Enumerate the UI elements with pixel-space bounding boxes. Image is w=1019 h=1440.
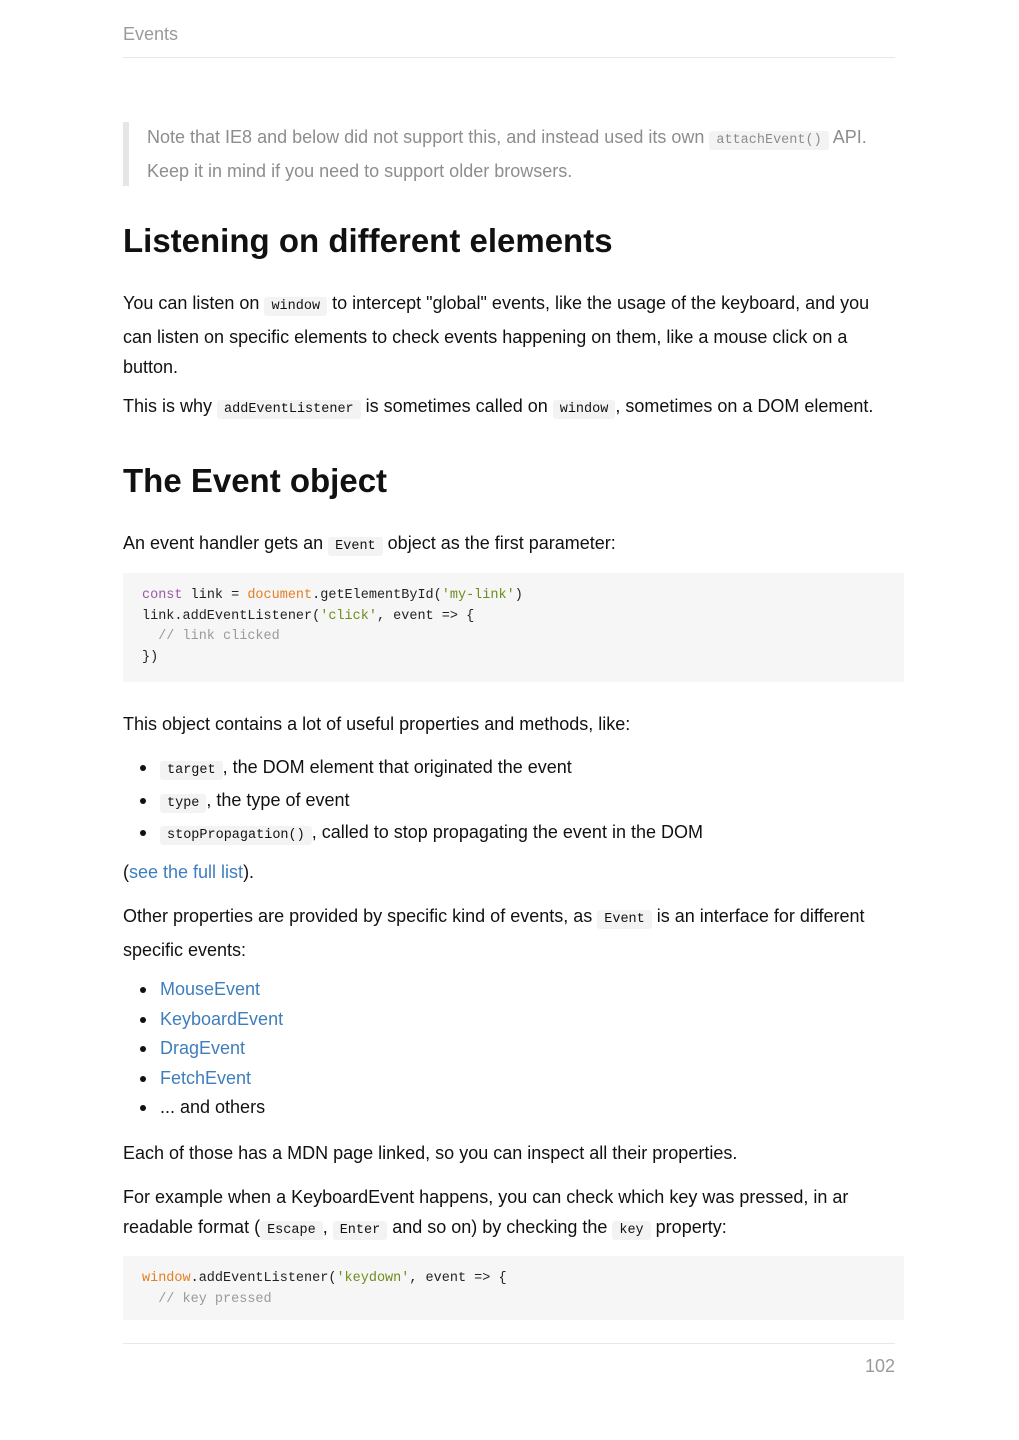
note-blockquote (123, 122, 907, 186)
list-item: type , the type of event (123, 786, 895, 819)
keyboard-event-link[interactable]: KeyboardEvent (160, 1008, 284, 1029)
inline-code: stopPropagation() (160, 826, 312, 845)
note-text: API. Keep it in mind if you need to support older browsers. (147, 127, 867, 181)
note-text: Note that IE8 and below did not support this, and instead used its own (147, 127, 710, 147)
list-item (123, 1034, 895, 1064)
code-block: window.addEventListener('keydown', event => { // key pressed (123, 1256, 904, 1320)
code-block: const link = document.getElementById('my-link') link.addEventListener('click', event => { // link clicked }) (123, 573, 904, 682)
paragraph: An event handler gets an Event object as the first parameter: (123, 533, 616, 554)
inline-code: Event (597, 910, 652, 929)
full-list-link[interactable]: see the full list (129, 862, 244, 882)
section-heading: Listening on different elements (123, 222, 613, 259)
inline-code: target (160, 761, 223, 780)
inline-code: window (553, 400, 616, 419)
list-item: target , the DOM element that originated the event (123, 753, 895, 786)
paragraph: Each of those has a MDN page linked, so you can inspect all their properties. (123, 1143, 738, 1163)
paragraph: This is why addEventListener is sometimes called on window , sometimes on a DOM element. (123, 396, 874, 417)
inline-code: attachEvent() (709, 131, 828, 150)
mouse-event-link[interactable]: MouseEvent (160, 979, 261, 999)
inline-code: Escape (260, 1221, 323, 1240)
drag-event-link[interactable]: DragEvent (160, 1038, 246, 1058)
list-item: ... and others (123, 1093, 895, 1123)
running-footer (123, 1343, 895, 1377)
events-list (123, 975, 895, 1123)
inline-code: addEventListener (217, 400, 361, 419)
chapter-title: Events (123, 24, 179, 44)
list-item (123, 975, 895, 1005)
list-item (123, 1005, 895, 1035)
running-header (123, 24, 895, 58)
section-heading: The Event object (123, 462, 388, 499)
inline-code: key (612, 1221, 650, 1240)
paragraph: This object contains a lot of useful properties and methods, like: (123, 714, 631, 734)
fetch-event-link[interactable]: FetchEvent (160, 1067, 252, 1088)
inline-code: type (160, 794, 206, 813)
inline-code: window (264, 297, 327, 316)
paragraph: You can listen on window to intercept "global" events, like the usage of the keyboard, and you can listen on specific elements to check events happening on them, like a mouse click on a button. (123, 293, 870, 377)
paragraph: For example when a KeyboardEvent happens, you can check which key was pressed, in ar readable format ( Escape , Enter and so on) by checking the key property: (123, 1187, 849, 1238)
list-item (123, 1064, 895, 1094)
inline-code: Enter (333, 1221, 388, 1240)
list-item: stopPropagation() , called to stop propagating the event in the DOM (123, 818, 895, 851)
page-number: 102 (864, 1356, 895, 1376)
paragraph: Other properties are provided by specific kind of events, as Event is an interface for different specific events: (123, 906, 865, 960)
paragraph: (see the full list). (123, 862, 255, 882)
properties-list (123, 753, 895, 851)
inline-code: Event (328, 537, 383, 556)
